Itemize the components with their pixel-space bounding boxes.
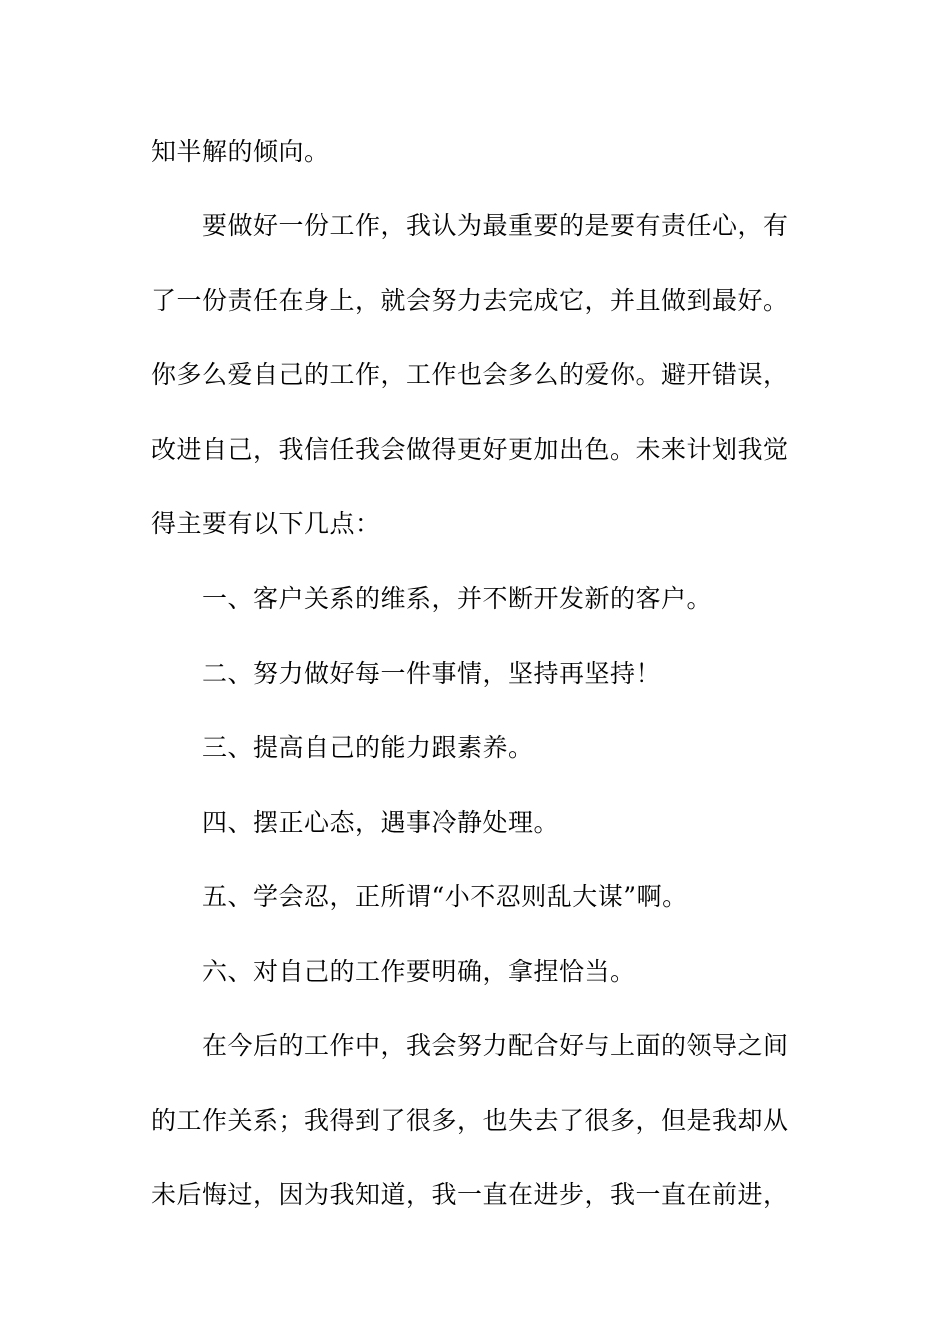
list-item: 一、客户关系的维系，并不断开发新的客户。 <box>202 584 713 613</box>
paragraph-line: 未后悔过，因为我知道，我一直在进步，我一直在前进， <box>151 1180 789 1209</box>
list-item: 二、努力做好每一件事情，坚持再坚持！ <box>202 659 662 688</box>
paragraph-line: 你多么爱自己的工作，工作也会多么的爱你。避开错误， <box>151 360 789 389</box>
paragraph-line: 了一份责任在身上，就会努力去完成它，并且做到最好。 <box>151 286 789 315</box>
paragraph-line: 知半解的倾向。 <box>151 137 330 166</box>
paragraph-line: 的工作关系；我得到了很多，也失去了很多，但是我却从 <box>151 1106 789 1135</box>
paragraph-line: 要做好一份工作，我认为最重要的是要有责任心，有 <box>202 211 789 240</box>
list-item: 六、对自己的工作要明确，拿捏恰当。 <box>202 957 636 986</box>
paragraph-line: 得主要有以下几点： <box>151 509 381 538</box>
list-item: 三、提高自己的能力跟素养。 <box>202 733 534 762</box>
list-item: 四、摆正心态，遇事冷静处理。 <box>202 808 560 837</box>
paragraph-line: 在今后的工作中，我会努力配合好与上面的领导之间 <box>202 1031 789 1060</box>
paragraph-line: 改进自己，我信任我会做得更好更加出色。未来计划我觉 <box>151 435 789 464</box>
list-item: 五、学会忍，正所谓“小不忍则乱大谋”啊。 <box>202 882 688 911</box>
